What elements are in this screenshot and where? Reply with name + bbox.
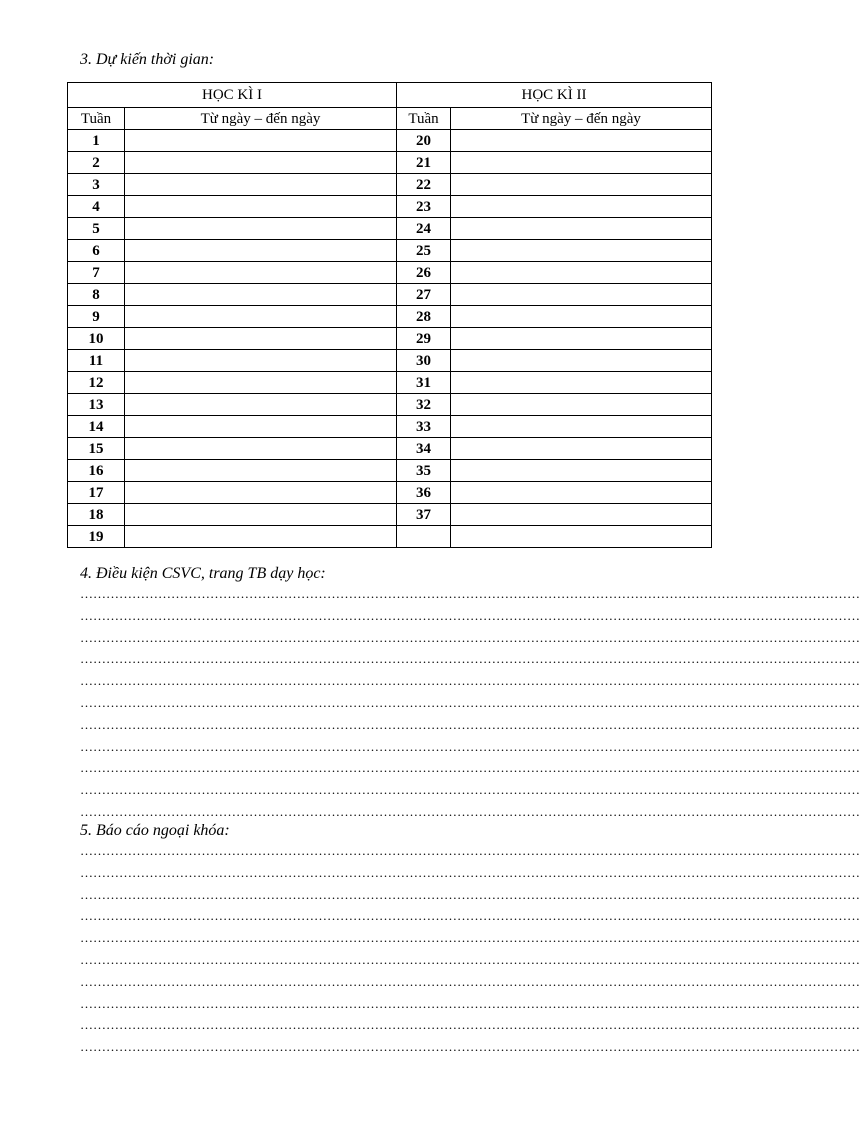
date-range-cell[interactable] <box>451 504 712 526</box>
date-range-cell[interactable] <box>125 328 397 350</box>
dotted-line[interactable]: ……………………………………………………………………………………………………………………………………………………………… <box>80 738 860 754</box>
table-row <box>68 328 712 350</box>
week-number-cell: 21 <box>397 152 451 174</box>
week-column-header: Tuần <box>397 108 451 130</box>
week-number-cell: 30 <box>397 350 451 372</box>
table-row <box>68 372 712 394</box>
date-range-cell[interactable] <box>451 306 712 328</box>
week-number-cell: 26 <box>397 262 451 284</box>
dotted-line[interactable]: ……………………………………………………………………………………………………………………………………………………………… <box>80 995 860 1011</box>
section-3-heading: 3. Dự kiến thời gian: <box>80 51 215 68</box>
date-range-cell[interactable] <box>125 196 397 218</box>
week-number-cell: 18 <box>68 504 125 526</box>
week-number-cell: 4 <box>68 196 125 218</box>
dotted-line[interactable]: ……………………………………………………………………………………………………………………………………………………………… <box>80 607 860 623</box>
dates-column-header: Từ ngày – đến ngày <box>451 108 712 130</box>
date-range-cell[interactable] <box>451 240 712 262</box>
table-row <box>68 196 712 218</box>
table-row <box>68 262 712 284</box>
date-range-cell[interactable] <box>125 416 397 438</box>
section-5-heading: 5. Báo cáo ngoại khóa: <box>80 822 230 839</box>
week-number-cell: 29 <box>397 328 451 350</box>
date-range-cell[interactable] <box>451 372 712 394</box>
dotted-line[interactable]: ……………………………………………………………………………………………………………………………………………………………… <box>80 586 860 601</box>
dotted-line[interactable]: ……………………………………………………………………………………………………………………………………………………………… <box>80 804 860 819</box>
week-number-cell <box>397 526 451 548</box>
date-range-cell[interactable] <box>125 130 397 152</box>
week-number-cell: 1 <box>68 130 125 152</box>
date-range-cell[interactable] <box>125 460 397 482</box>
week-number-cell: 15 <box>68 438 125 460</box>
table-row <box>68 240 712 262</box>
date-range-cell[interactable] <box>125 526 397 548</box>
table-row <box>68 482 712 504</box>
dotted-line[interactable]: ……………………………………………………………………………………………………………………………………………………………… <box>80 716 860 732</box>
date-range-cell[interactable] <box>451 438 712 460</box>
dotted-line[interactable]: ……………………………………………………………………………………………………………………………………………………………… <box>80 782 860 798</box>
week-column-header: Tuần <box>68 108 125 130</box>
dotted-line[interactable]: ……………………………………………………………………………………………………………………………………………………………… <box>80 952 860 967</box>
week-number-cell: 7 <box>68 262 125 284</box>
date-range-cell[interactable] <box>451 152 712 174</box>
dates-column-header: Từ ngày – đến ngày <box>125 108 397 130</box>
date-range-cell[interactable] <box>125 240 397 262</box>
date-range-cell[interactable] <box>451 482 712 504</box>
week-number-cell: 24 <box>397 218 451 240</box>
week-number-cell: 14 <box>68 416 125 438</box>
week-number-cell: 22 <box>397 174 451 196</box>
date-range-cell[interactable] <box>451 262 712 284</box>
table-row <box>68 306 712 328</box>
table-row <box>68 438 712 460</box>
date-range-cell[interactable] <box>125 394 397 416</box>
date-range-cell[interactable] <box>451 218 712 240</box>
dotted-line[interactable]: ……………………………………………………………………………………………………………………………………………………………… <box>80 760 860 776</box>
schedule-table <box>67 82 712 548</box>
week-number-cell: 34 <box>397 438 451 460</box>
week-number-cell: 25 <box>397 240 451 262</box>
table-row <box>68 218 712 240</box>
week-number-cell: 10 <box>68 328 125 350</box>
table-row <box>68 152 712 174</box>
date-range-cell[interactable] <box>451 350 712 372</box>
week-number-cell: 16 <box>68 460 125 482</box>
date-range-cell[interactable] <box>451 196 712 218</box>
dotted-line[interactable]: ……………………………………………………………………………………………………………………………………………………………… <box>80 695 860 710</box>
date-range-cell[interactable] <box>125 284 397 306</box>
dotted-line[interactable]: ……………………………………………………………………………………………………………………………………………………………… <box>80 843 860 858</box>
date-range-cell[interactable] <box>451 460 712 482</box>
table-row <box>68 130 712 152</box>
table-row <box>68 284 712 306</box>
week-number-cell: 3 <box>68 174 125 196</box>
dotted-line[interactable]: ……………………………………………………………………………………………………………………………………………………………… <box>80 864 860 880</box>
week-number-cell: 6 <box>68 240 125 262</box>
date-range-cell[interactable] <box>451 328 712 350</box>
week-number-cell: 5 <box>68 218 125 240</box>
table-row <box>68 504 712 526</box>
week-number-cell: 28 <box>397 306 451 328</box>
section-4-heading: 4. Điều kiện CSVC, trang TB dạy học: <box>80 565 326 582</box>
semester-2-header: HỌC KÌ II <box>397 83 712 108</box>
week-number-cell: 13 <box>68 394 125 416</box>
dotted-line[interactable]: ……………………………………………………………………………………………………………………………………………………………… <box>80 1039 860 1055</box>
date-range-cell[interactable] <box>125 262 397 284</box>
table-row <box>68 394 712 416</box>
table-row <box>68 460 712 482</box>
date-range-cell[interactable] <box>451 416 712 438</box>
week-number-cell: 33 <box>397 416 451 438</box>
date-range-cell[interactable] <box>451 526 712 548</box>
schedule-body <box>68 130 712 548</box>
dotted-line[interactable]: ……………………………………………………………………………………………………………………………………………………………… <box>80 908 860 924</box>
week-number-cell: 37 <box>397 504 451 526</box>
date-range-cell[interactable] <box>125 438 397 460</box>
dotted-line[interactable]: ……………………………………………………………………………………………………………………………………………………………… <box>80 629 860 645</box>
date-range-cell[interactable] <box>125 174 397 196</box>
week-number-cell: 32 <box>397 394 451 416</box>
semester-1-header: HỌC KÌ I <box>68 83 397 108</box>
week-number-cell: 17 <box>68 482 125 504</box>
dotted-line[interactable]: ……………………………………………………………………………………………………………………………………………………………… <box>80 930 860 946</box>
date-range-cell[interactable] <box>451 284 712 306</box>
date-range-cell[interactable] <box>451 394 712 416</box>
table-row <box>68 526 712 548</box>
week-number-cell: 20 <box>397 130 451 152</box>
week-number-cell: 11 <box>68 350 125 372</box>
table-row <box>68 350 712 372</box>
week-number-cell: 12 <box>68 372 125 394</box>
week-number-cell: 35 <box>397 460 451 482</box>
week-number-cell: 23 <box>397 196 451 218</box>
semester-header-row <box>68 83 712 108</box>
table-row <box>68 174 712 196</box>
week-number-cell: 27 <box>397 284 451 306</box>
date-range-cell[interactable] <box>125 482 397 504</box>
week-number-cell: 9 <box>68 306 125 328</box>
week-number-cell: 2 <box>68 152 125 174</box>
week-number-cell: 31 <box>397 372 451 394</box>
date-range-cell[interactable] <box>125 372 397 394</box>
date-range-cell[interactable] <box>125 350 397 372</box>
date-range-cell[interactable] <box>125 152 397 174</box>
date-range-cell[interactable] <box>125 306 397 328</box>
week-number-cell: 19 <box>68 526 125 548</box>
dotted-line[interactable]: ……………………………………………………………………………………………………………………………………………………………… <box>80 973 860 989</box>
dotted-line[interactable]: ……………………………………………………………………………………………………………………………………………………………… <box>80 673 860 689</box>
date-range-cell[interactable] <box>125 218 397 240</box>
date-range-cell[interactable] <box>451 130 712 152</box>
week-number-cell: 36 <box>397 482 451 504</box>
dotted-line[interactable]: ……………………………………………………………………………………………………………………………………………………………… <box>80 651 860 667</box>
week-number-cell: 8 <box>68 284 125 306</box>
column-header-row <box>68 108 712 130</box>
dotted-line[interactable]: ……………………………………………………………………………………………………………………………………………………………… <box>80 886 860 902</box>
table-row <box>68 416 712 438</box>
date-range-cell[interactable] <box>125 504 397 526</box>
date-range-cell[interactable] <box>451 174 712 196</box>
dotted-line[interactable]: ……………………………………………………………………………………………………………………………………………………………… <box>80 1017 860 1033</box>
